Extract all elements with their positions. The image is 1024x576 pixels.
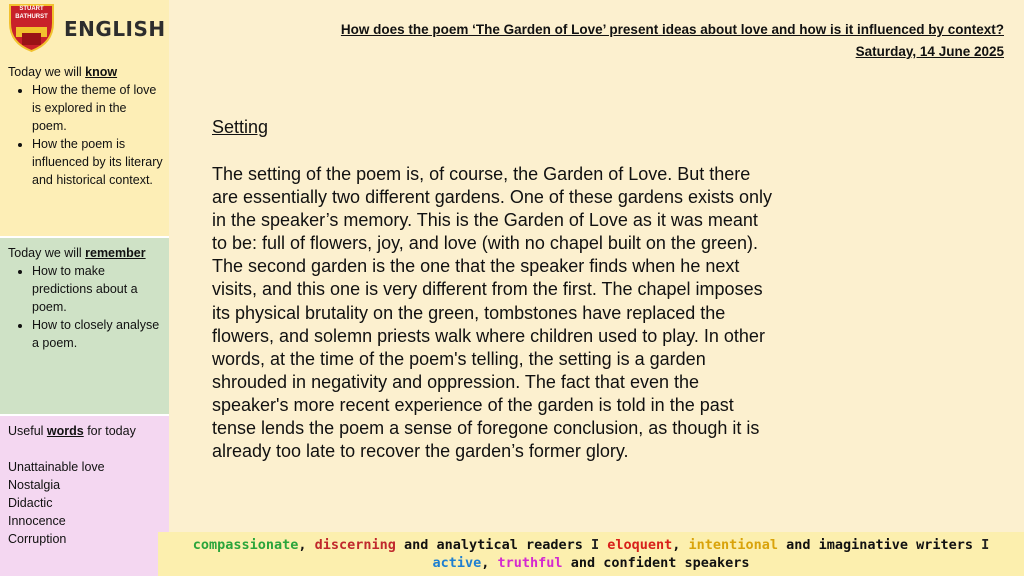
word-compassionate: compassionate (192, 537, 299, 553)
values-footer (158, 532, 1024, 576)
know-heading: Today we will know (8, 65, 118, 79)
word-truthful: truthful (497, 555, 563, 571)
list-item: • How to make predictions about a poem. (32, 262, 163, 316)
know-box (0, 58, 169, 236)
words-box (0, 414, 169, 576)
separator: I (981, 537, 990, 553)
paragraph: The second garden is the one that the speaker finds when he next visits, and this one is very different from the first. The chapel imposes its physical brutality on the green, tombstones have replaced the flowers, and solemn priests walk where children used to play. In other words, at the time of the poem's telling, the setting is a garden shrouded in negativity and oppression. The fact that even the speaker's more recent experience of the garden is told in the past tense lends the poem a sense of foregone conclusion, as though it is already too late to recover the garden’s former glory. (212, 256, 765, 462)
words-heading: Useful words for today (8, 424, 136, 438)
list-item: • How to closely analyse a poem. (32, 316, 163, 352)
list-item: Innocence (8, 514, 66, 528)
crest-text: STUART BATHURST (15, 6, 48, 20)
section-heading: Setting (212, 117, 269, 137)
footer-line-2: active, truthful and confident speakers (432, 555, 750, 571)
lesson-question: How does the poem ‘The Garden of Love’ present ideas about love and how is it influenced by context? (340, 22, 1004, 37)
list-item: Nostalgia (8, 478, 61, 492)
words-list (8, 458, 163, 548)
brand-header (0, 0, 169, 58)
remember-list (8, 262, 163, 352)
word-active: active (432, 555, 482, 571)
list-item: • How the poem is influenced by its literary and historical context. (32, 135, 163, 189)
list-item: Unattainable love (8, 460, 105, 474)
list-item: • How the theme of love is explored in the poem. (32, 81, 163, 135)
list-item: Corruption (8, 532, 67, 546)
word-intentional: intentional (688, 537, 778, 553)
word-discerning: discerning (314, 537, 396, 553)
school-crest-logo (4, 3, 59, 53)
remember-box (0, 236, 169, 414)
sidebar (0, 0, 169, 576)
lesson-date: Saturday, 14 June 2025 (855, 44, 1004, 59)
body-text (212, 163, 772, 463)
footer-line-1: compassionate, discerning and analytical readers I eloquent, intentional and imaginative writers I (192, 537, 990, 553)
know-list (8, 81, 163, 189)
brand-title: ENGLISH (64, 17, 166, 41)
paragraph: The setting of the poem is, of course, the Garden of Love. But there are essentially two different gardens. One of these gardens exists only in the speaker’s memory. This is the Garden of Love as it was meant to be: full of flowers, joy, and love (with no chapel built on the green). (212, 164, 772, 254)
remember-heading: Today we will remember (8, 246, 146, 260)
separator: I (590, 537, 600, 553)
word-eloquent: eloquent (599, 537, 673, 553)
list-item: Didactic (8, 496, 53, 510)
